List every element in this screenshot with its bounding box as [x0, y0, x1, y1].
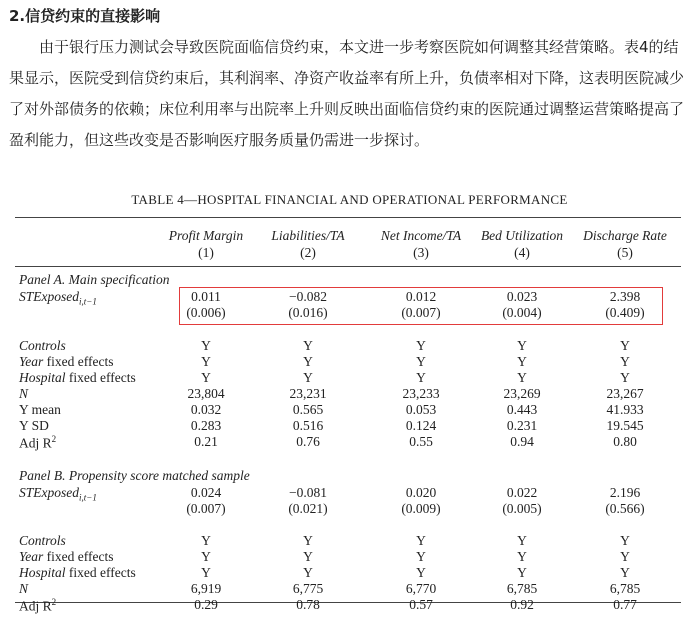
n-cell: 6,919	[190, 581, 222, 596]
variable-subscript: i,t−1	[79, 296, 97, 307]
fe-label	[19, 370, 136, 386]
hosp-fe-cell: Y	[201, 565, 211, 580]
hosp-fe-cell: Y	[416, 565, 426, 580]
controls-cell: Y	[416, 338, 426, 353]
ysd-cell: 19.545	[606, 418, 644, 433]
adjr2-cell: 0.29	[194, 597, 218, 612]
coef-cell: 2.196	[609, 485, 641, 500]
ymean-cell: 41.933	[606, 402, 644, 417]
n-cell: 23,233	[402, 386, 440, 401]
column-header: Discharge Rate	[583, 228, 667, 243]
hosp-fe-cell: Y	[620, 370, 630, 385]
controls-cell: Y	[517, 533, 527, 548]
controls-cell: Y	[201, 338, 211, 353]
controls-cell: Y	[620, 533, 630, 548]
adjr2-cell: 0.57	[409, 597, 433, 612]
adjr2-cell: 0.76	[296, 434, 320, 449]
coef-cell: 0.022	[506, 485, 538, 500]
fe-label-rest: fixed effects	[43, 354, 114, 369]
fe-label	[19, 354, 113, 370]
coef-cell: 0.012	[405, 289, 437, 304]
se-cell: (0.006)	[186, 305, 226, 320]
ymean-cell: 0.565	[292, 402, 324, 417]
se-cell: (0.007)	[401, 305, 441, 320]
year-fe-cell: Y	[620, 354, 630, 369]
body-paragraph: 由于银行压力测试会导致医院面临信贷约束，本文进一步考察医院如何调整其经营策略。表4的结果显示，医院受到信贷约束后，其利润率、净资产收益率有所上升，负债率相对下降，这表明医院减少了对外部债务的依赖；床位利用率与出院率上升则反映出面临信贷约束的医院通过调整运营策略提高了盈利能力，但这些改变是否影响医疗服务质量仍需进一步探讨。	[9, 38, 685, 149]
ymean-cell: 0.053	[405, 402, 437, 417]
ymean-cell: 0.443	[506, 402, 538, 417]
table-top-rule	[15, 217, 681, 218]
column-number: (5)	[617, 245, 633, 260]
ysd-cell: 0.231	[506, 418, 538, 433]
year-fe-cell: Y	[303, 549, 313, 564]
n-label: N	[19, 581, 29, 596]
year-fe-cell: Y	[517, 354, 527, 369]
ysd-cell: 0.283	[190, 418, 222, 433]
fe-label-rest: fixed effects	[43, 549, 114, 564]
n-cell: 6,775	[292, 581, 324, 596]
controls-cell: Y	[416, 533, 426, 548]
controls-cell: Y	[517, 338, 527, 353]
n-cell: 23,804	[187, 386, 225, 401]
se-cell: (0.566)	[605, 501, 645, 516]
controls-cell: Y	[303, 533, 313, 548]
hosp-fe-cell: Y	[517, 565, 527, 580]
ymean-label: Y mean	[19, 402, 61, 417]
adjr2-cell: 0.94	[510, 434, 534, 449]
controls-cell: Y	[620, 338, 630, 353]
year-fe-cell: Y	[620, 549, 630, 564]
hosp-fe-cell: Y	[303, 565, 313, 580]
fe-label-rest: fixed effects	[65, 370, 136, 385]
adj-r2-label	[19, 434, 56, 452]
hosp-fe-cell: Y	[416, 370, 426, 385]
adj-r-text: Adj R	[19, 598, 52, 614]
adjr2-cell: 0.78	[296, 597, 320, 612]
year-fe-cell: Y	[517, 549, 527, 564]
fe-label	[19, 565, 136, 581]
table-header-rule	[15, 266, 681, 267]
year-fe-cell: Y	[201, 549, 211, 564]
year-fe-cell: Y	[201, 354, 211, 369]
hosp-fe-cell: Y	[201, 370, 211, 385]
panel-a-title: Panel A. Main specification	[19, 272, 170, 287]
coef-cell: −0.081	[289, 485, 327, 500]
fe-label-italic: Hospital	[19, 565, 66, 580]
column-header: Liabilities/TA	[271, 228, 345, 243]
variable-label	[19, 485, 97, 503]
column-number: (3)	[413, 245, 429, 260]
fe-label-italic: Year	[19, 354, 44, 369]
adj-r-sup: 2	[51, 597, 57, 607]
se-cell: (0.007)	[186, 501, 226, 516]
column-number: (4)	[514, 245, 530, 260]
adj-r2-label	[19, 597, 56, 615]
year-fe-cell: Y	[416, 354, 426, 369]
table-bottom-rule	[15, 602, 681, 603]
se-cell: (0.409)	[605, 305, 645, 320]
adjr2-cell: 0.92	[510, 597, 534, 612]
column-header: Profit Margin	[168, 228, 244, 243]
se-cell: (0.021)	[288, 501, 328, 516]
adjr2-cell: 0.55	[409, 434, 433, 449]
coef-cell: 2.398	[609, 289, 641, 304]
coef-cell: 0.024	[190, 485, 222, 500]
panel-b-title: Panel B. Propensity score matched sample	[19, 468, 250, 483]
adjr2-cell: 0.77	[613, 597, 637, 612]
ysd-cell: 0.124	[405, 418, 437, 433]
controls-cell: Y	[303, 338, 313, 353]
controls-label: Controls	[19, 533, 66, 548]
fe-label	[19, 549, 113, 565]
n-cell: 23,231	[289, 386, 327, 401]
n-cell: 23,269	[503, 386, 541, 401]
variable-subscript: i,t−1	[79, 492, 97, 503]
column-header: Net Income/TA	[380, 228, 462, 243]
fe-label-italic: Hospital	[19, 370, 66, 385]
n-cell: 6,770	[405, 581, 437, 596]
coef-cell: 0.023	[506, 289, 538, 304]
controls-cell: Y	[201, 533, 211, 548]
column-number: (1)	[198, 245, 214, 260]
fe-label-rest: fixed effects	[65, 565, 136, 580]
controls-label: Controls	[19, 338, 66, 353]
ysd-label: Y SD	[19, 418, 49, 433]
column-number: (2)	[300, 245, 316, 260]
coef-cell: 0.011	[191, 289, 221, 304]
column-header: Bed Utilization	[480, 228, 564, 243]
variable-name: STExposed	[19, 289, 79, 304]
section-heading: 2.信贷约束的直接影响	[9, 7, 161, 25]
hosp-fe-cell: Y	[303, 370, 313, 385]
table-title: TABLE 4—HOSPITAL FINANCIAL AND OPERATIONAL PERFORMANCE	[131, 192, 568, 207]
coef-cell: −0.082	[289, 289, 327, 304]
n-cell: 6,785	[609, 581, 641, 596]
ymean-cell: 0.032	[190, 402, 222, 417]
se-cell: (0.016)	[288, 305, 328, 320]
hosp-fe-cell: Y	[517, 370, 527, 385]
variable-name: STExposed	[19, 485, 79, 500]
se-cell: (0.009)	[401, 501, 441, 516]
year-fe-cell: Y	[303, 354, 313, 369]
se-cell: (0.004)	[502, 305, 542, 320]
hosp-fe-cell: Y	[620, 565, 630, 580]
year-fe-cell: Y	[416, 549, 426, 564]
adjr2-cell: 0.21	[194, 434, 218, 449]
n-cell: 23,267	[606, 386, 644, 401]
variable-label	[19, 289, 97, 307]
adj-r-text: Adj R	[19, 435, 52, 451]
n-label: N	[19, 386, 29, 401]
adj-r-sup: 2	[51, 434, 57, 444]
ysd-cell: 0.516	[292, 418, 324, 433]
n-cell: 6,785	[506, 581, 538, 596]
coef-cell: 0.020	[405, 485, 437, 500]
se-cell: (0.005)	[502, 501, 542, 516]
adjr2-cell: 0.80	[613, 434, 637, 449]
fe-label-italic: Year	[19, 549, 44, 564]
